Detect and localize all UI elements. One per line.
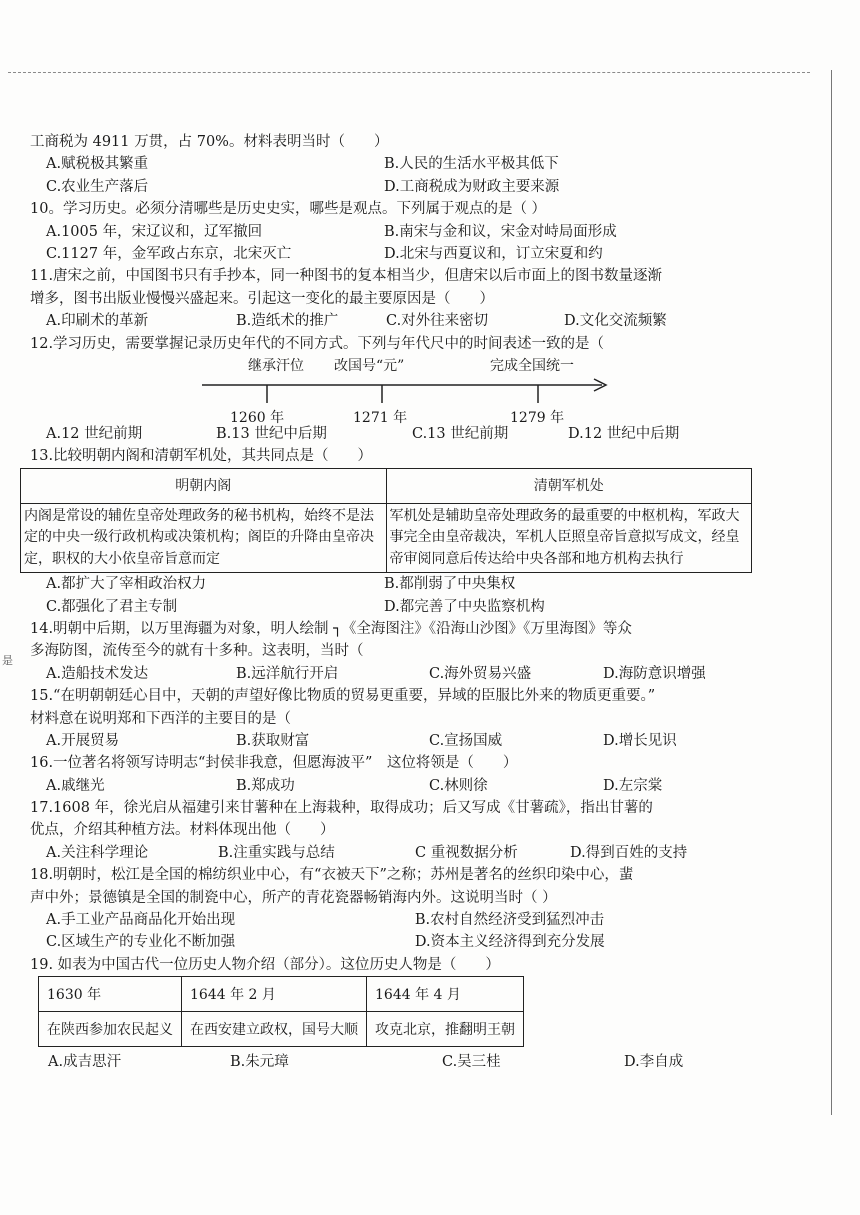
option-b: B.人民的生活水平极其低下 <box>384 156 559 173</box>
q13-comparison-table <box>20 468 752 574</box>
q18-options-row1 <box>30 909 750 931</box>
q11-stem-line2: 增多，图书出版业慢慢兴盛起来。引起这一变化的最主要原因是（ ） <box>30 290 494 307</box>
q13-options-row1 <box>30 573 750 595</box>
table-header-qing: 清朝军机处 <box>386 468 752 503</box>
q18-options-row2 <box>30 931 750 953</box>
q19-figure-table <box>38 976 524 1047</box>
option-a: A.手工业产品商品化开始出现 <box>46 912 236 929</box>
q19-options <box>30 1051 750 1073</box>
timeline-event-2: 改国号“元” <box>334 357 405 374</box>
option-b: B.朱元璋 <box>230 1054 289 1071</box>
option-b: B.注重实践与总结 <box>218 844 335 861</box>
option-d: D.李自成 <box>624 1054 684 1071</box>
option-a: A.都扩大了宰相政治权力 <box>46 576 207 593</box>
option-d: D.增长见识 <box>603 732 677 749</box>
q9-stem: 工商税为 4911 万贯，占 70%。材料表明当时（ ） <box>30 134 389 150</box>
option-a: A.1005 年，宋辽议和，辽军撤回 <box>46 223 263 240</box>
option-a: A.关注科学理论 <box>46 844 149 861</box>
option-c: C.农业生产落后 <box>46 178 149 195</box>
q19-stem: 19. 如表为中国古代一位历史人物介绍（部分）。这位历史人物是（ ） <box>30 956 500 973</box>
q9-options-row1 <box>30 153 750 175</box>
q15-stem-line1: 15.“在明朝朝廷心目中，天朝的声望好像比物质的贸易更重要，异域的臣服比外来的物质更重要。” <box>30 688 656 705</box>
option-a: A.戚继光 <box>46 777 105 794</box>
option-c: C.对外往来密切 <box>386 313 489 330</box>
option-a: A.赋税极其繁重 <box>46 156 149 173</box>
option-b: B.13 世纪中后期 <box>216 425 327 442</box>
q15-options <box>30 730 750 752</box>
option-b: B.造纸术的推广 <box>236 313 339 330</box>
option-a: A.开展贸易 <box>46 732 120 749</box>
timeline-event-1: 继承汗位 <box>248 357 304 374</box>
option-a: A.12 世纪前期 <box>46 425 143 442</box>
option-b: B.郑成功 <box>236 777 295 794</box>
q13-options-row2 <box>30 596 750 618</box>
q17-stem-line1: 17.1608 年，徐光启从福建引来甘薯种在上海栽种，取得成功；后又写成《甘薯疏》，指出甘薯的 <box>30 800 653 817</box>
option-d: D.资本主义经济得到充分发展 <box>414 934 605 951</box>
table-date-3: 1644 年 4 月 <box>367 977 524 1012</box>
option-b: B.南宋与金和议，宋金对峙局面形成 <box>384 223 617 240</box>
option-d: D.都完善了中央监察机构 <box>384 598 545 615</box>
q12-timeline <box>30 355 750 426</box>
option-c: C.1127 年，金军政占东京，北宋灭亡 <box>46 245 292 262</box>
table-cell-ming: 内阁是常设的辅佐皇帝处理政务的秘书机构，始终不是法定的中央一级行政机构或决策机构；阁臣的升降由皇帝决定，职权的大小依皇帝旨意而定 <box>21 503 387 573</box>
option-c: C.林则徐 <box>429 777 488 794</box>
timeline-axis <box>202 373 612 409</box>
option-c: C.都强化了君主专制 <box>46 598 178 615</box>
option-c: C.海外贸易兴盛 <box>429 665 532 682</box>
option-a: A.印刷术的革新 <box>46 313 149 330</box>
q9-options-row2 <box>30 176 750 198</box>
q16-stem: 16.一位著名将领写诗明志“封侯非我意，但愿海波平” 这位将领是（ ） <box>30 755 518 772</box>
q14-stem-line1: 14.明朝中后期，以万里海疆为对象，明人绘制 ┐《全海图注》《沿海山沙图》《万里海图》等众 <box>30 620 632 637</box>
table-cell-qing: 军机处是辅助皇帝处理政务的最重要的中枢机构，军政大事完全由皇帝裁决，军机人臣照皇帝旨意拟写成文，经皇帝审阅同意后传达给中央各部和地方机构去执行 <box>386 503 752 573</box>
binding-mark: 是 <box>2 654 13 667</box>
option-c: C.吴三桂 <box>442 1054 501 1071</box>
q14-stem-line2: 多海防图，流传至今的就有十多种。这表明，当时（ <box>30 643 364 660</box>
table-event-2: 在西安建立政权，国号大顺 <box>182 1012 367 1047</box>
q12-stem: 12.学习历史，需要掌握记录历史年代的不同方式。下列与年代尺中的时间表述一致的是（ <box>30 335 605 352</box>
option-c: C 重视数据分析 <box>415 844 518 861</box>
option-d: D.北宋与西夏议和，订立宋夏和约 <box>384 245 603 262</box>
option-d: D.得到百姓的支持 <box>570 844 688 861</box>
option-b: B.农村自然经济受到猛烈冲击 <box>414 912 605 929</box>
option-d: D.左宗棠 <box>603 777 663 794</box>
q16-options <box>30 775 750 797</box>
timeline-year-2: 1271 年 <box>353 409 408 426</box>
q10-stem: 10。学习历史。必须分清哪些是历史史实，哪些是观点。下列属于观点的是（ ） <box>30 201 547 218</box>
q11-stem-line1: 11.唐宋之前，中国图书只有手抄本，同一种图书的复本相当少，但唐宋以后市面上的图书数量逐渐 <box>30 268 663 285</box>
scan-top-border <box>8 72 810 73</box>
table-date-2: 1644 年 2 月 <box>182 977 367 1012</box>
option-a: A.造船技术发达 <box>46 665 149 682</box>
q15-stem-line2: 材料意在说明郑和下西洋的主要目的是（ <box>30 710 291 727</box>
q18-stem-line1: 18.明朝时，松江是全国的棉纺织业中心，有“衣被天下”之称；苏州是著名的丝织印染中心，蜚 <box>30 867 634 884</box>
timeline-year-1: 1260 年 <box>230 409 285 426</box>
q18-stem-line2: 声中外；景德镇是全国的制瓷中心，所产的青花瓷器畅销海内外。这说明当时（ ） <box>30 889 557 906</box>
option-a: A.成吉思汗 <box>48 1054 122 1071</box>
option-d: D.12 世纪中后期 <box>568 425 680 442</box>
q10-options-row1 <box>30 221 750 243</box>
table-header-ming: 明朝内阁 <box>21 468 387 503</box>
option-b: B.获取财富 <box>236 732 310 749</box>
exam-content <box>24 131 750 1074</box>
timeline-event-3: 完成全国统一 <box>490 357 574 374</box>
option-b: B.远洋航行开启 <box>236 665 339 682</box>
option-d: D.文化交流频繁 <box>564 313 667 330</box>
q11-options <box>30 310 750 332</box>
option-d: D.海防意识增强 <box>603 665 706 682</box>
option-c: C.13 世纪前期 <box>412 425 509 442</box>
option-b: B.都削弱了中央集权 <box>384 576 516 593</box>
table-event-1: 在陕西参加农民起义 <box>39 1012 182 1047</box>
option-c: C.宣扬国威 <box>429 732 503 749</box>
q10-options-row2 <box>30 243 750 265</box>
q14-options <box>30 663 750 685</box>
table-event-3: 攻克北京，推翻明王朝 <box>367 1012 524 1047</box>
timeline-year-3: 1279 年 <box>510 409 565 426</box>
option-d: D.工商税成为财政主要来源 <box>384 178 560 195</box>
table-date-1: 1630 年 <box>39 977 182 1012</box>
q13-stem: 13.比较明朝内阁和清朝军机处，其共同点是（ ） <box>30 448 373 465</box>
q17-stem-line2: 优点，介绍其种植方法。材料体现出他（ ） <box>30 822 335 839</box>
scan-right-border <box>831 70 832 1115</box>
q17-options <box>30 842 750 864</box>
option-c: C.区域生产的专业化不断加强 <box>46 934 236 951</box>
